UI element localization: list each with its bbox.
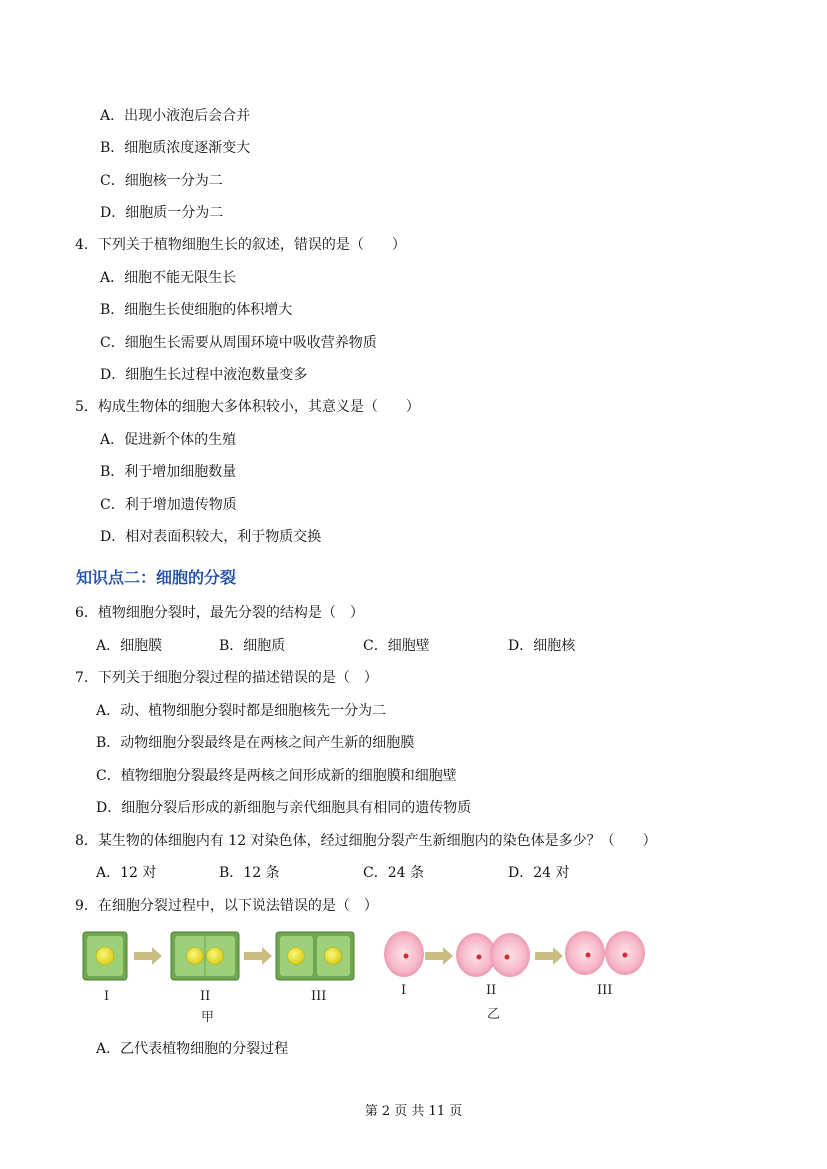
q6-option-b: B．细胞质: [219, 638, 286, 654]
q4-option-b: B．细胞生长使细胞的体积增大: [100, 302, 293, 318]
animal-cell-stage-1: [384, 931, 424, 977]
q6-option-a: A．细胞膜: [96, 638, 163, 654]
animal-cell-stage-3: [565, 931, 645, 975]
plant-cell-stage-3: [276, 932, 354, 980]
q4-stem: 4．下列关于植物细胞生长的叙述，错误的是（ ）: [75, 237, 406, 253]
arrow-icon: [425, 947, 453, 965]
yi-label-3: III: [597, 983, 613, 998]
q5-option-b: B．利于增加细胞数量: [100, 464, 237, 480]
jia-label-3: III: [311, 989, 327, 1004]
jia-label-1: I: [104, 989, 110, 1004]
yi-label-1: I: [401, 983, 407, 998]
q3-option-d: D．细胞质一分为二: [100, 205, 224, 221]
nucleus-icon: [586, 953, 591, 958]
q9-stem: 9．在细胞分裂过程中，以下说法错误的是（ ）: [75, 898, 378, 914]
q7-option-b: B．动物细胞分裂最终是在两核之间产生新的细胞膜: [96, 735, 415, 751]
nucleus-icon: [187, 948, 204, 965]
page-footer: 第 2 页 共 11 页: [364, 1104, 463, 1119]
arrow-icon: [134, 947, 162, 965]
q5-stem: 5．构成生物体的细胞大多体积较小，其意义是（ ）: [75, 399, 420, 415]
q8-option-b: B．12 条: [219, 865, 280, 881]
q4-option-d: D．细胞生长过程中液泡数量变多: [100, 367, 308, 383]
q5-option-c: C．利于增加遗传物质: [100, 497, 237, 513]
nucleus-icon: [505, 955, 510, 960]
nucleus-icon: [325, 948, 342, 965]
q5-option-d: D．相对表面积较大，利于物质交换: [100, 529, 322, 545]
q7-option-a: A．动、植物细胞分裂时都是细胞核先一分为二: [96, 703, 387, 719]
q4-option-a: A．细胞不能无限生长: [100, 270, 237, 286]
q8-option-d: D．24 对: [508, 865, 570, 881]
arrow-icon: [535, 947, 563, 965]
arrow-icon: [244, 947, 272, 965]
q8-option-a: A．12 对: [96, 865, 157, 881]
q3-option-b: B．细胞质浓度逐渐变大: [100, 140, 251, 156]
nucleus-icon: [623, 953, 628, 958]
q7-stem: 7．下列关于细胞分裂过程的描述错误的是（ ）: [75, 670, 378, 686]
nucleus-icon: [207, 948, 224, 965]
q7-option-c: C．植物细胞分裂最终是两核之间形成新的细胞膜和细胞壁: [96, 768, 457, 784]
jia-label-2: II: [200, 989, 211, 1004]
q7-option-d: D．细胞分裂后形成的新细胞与亲代细胞具有相同的遗传物质: [96, 800, 472, 816]
jia-caption: 甲: [201, 1010, 215, 1025]
nucleus-icon: [288, 948, 305, 965]
q8-option-c: C．24 条: [363, 865, 424, 881]
cell-division-diagram: [80, 924, 660, 1034]
yi-label-2: II: [486, 983, 497, 998]
cell-division-figure: [80, 924, 660, 1034]
plant-cell-stage-2: [171, 932, 239, 980]
q6-option-d: D．细胞核: [508, 638, 576, 654]
nucleus-icon: [404, 954, 409, 959]
nucleus-icon: [96, 947, 114, 965]
q3-option-a: A．出现小液泡后会合并: [100, 108, 251, 124]
q9-option-a: A．乙代表植物细胞的分裂过程: [96, 1041, 289, 1057]
q6-stem: 6．植物细胞分裂时，最先分裂的结构是（ ）: [75, 605, 364, 621]
q6-option-c: C．细胞壁: [363, 638, 430, 654]
section-heading: 知识点二：细胞的分裂: [76, 568, 237, 587]
yi-caption: 乙: [487, 1007, 501, 1022]
q3-option-c: C．细胞核一分为二: [100, 173, 223, 189]
q5-option-a: A．促进新个体的生殖: [100, 432, 237, 448]
q8-stem: 8．某生物的体细胞内有 12 对染色体，经过细胞分裂产生新细胞内的染色体是多少？（ ）: [75, 833, 657, 849]
nucleus-icon: [477, 955, 482, 960]
animal-cell-stage-2: [456, 933, 530, 977]
q4-option-c: C．细胞生长需要从周围环境中吸收营养物质: [100, 335, 377, 351]
plant-cell-stage-1: [83, 932, 127, 980]
